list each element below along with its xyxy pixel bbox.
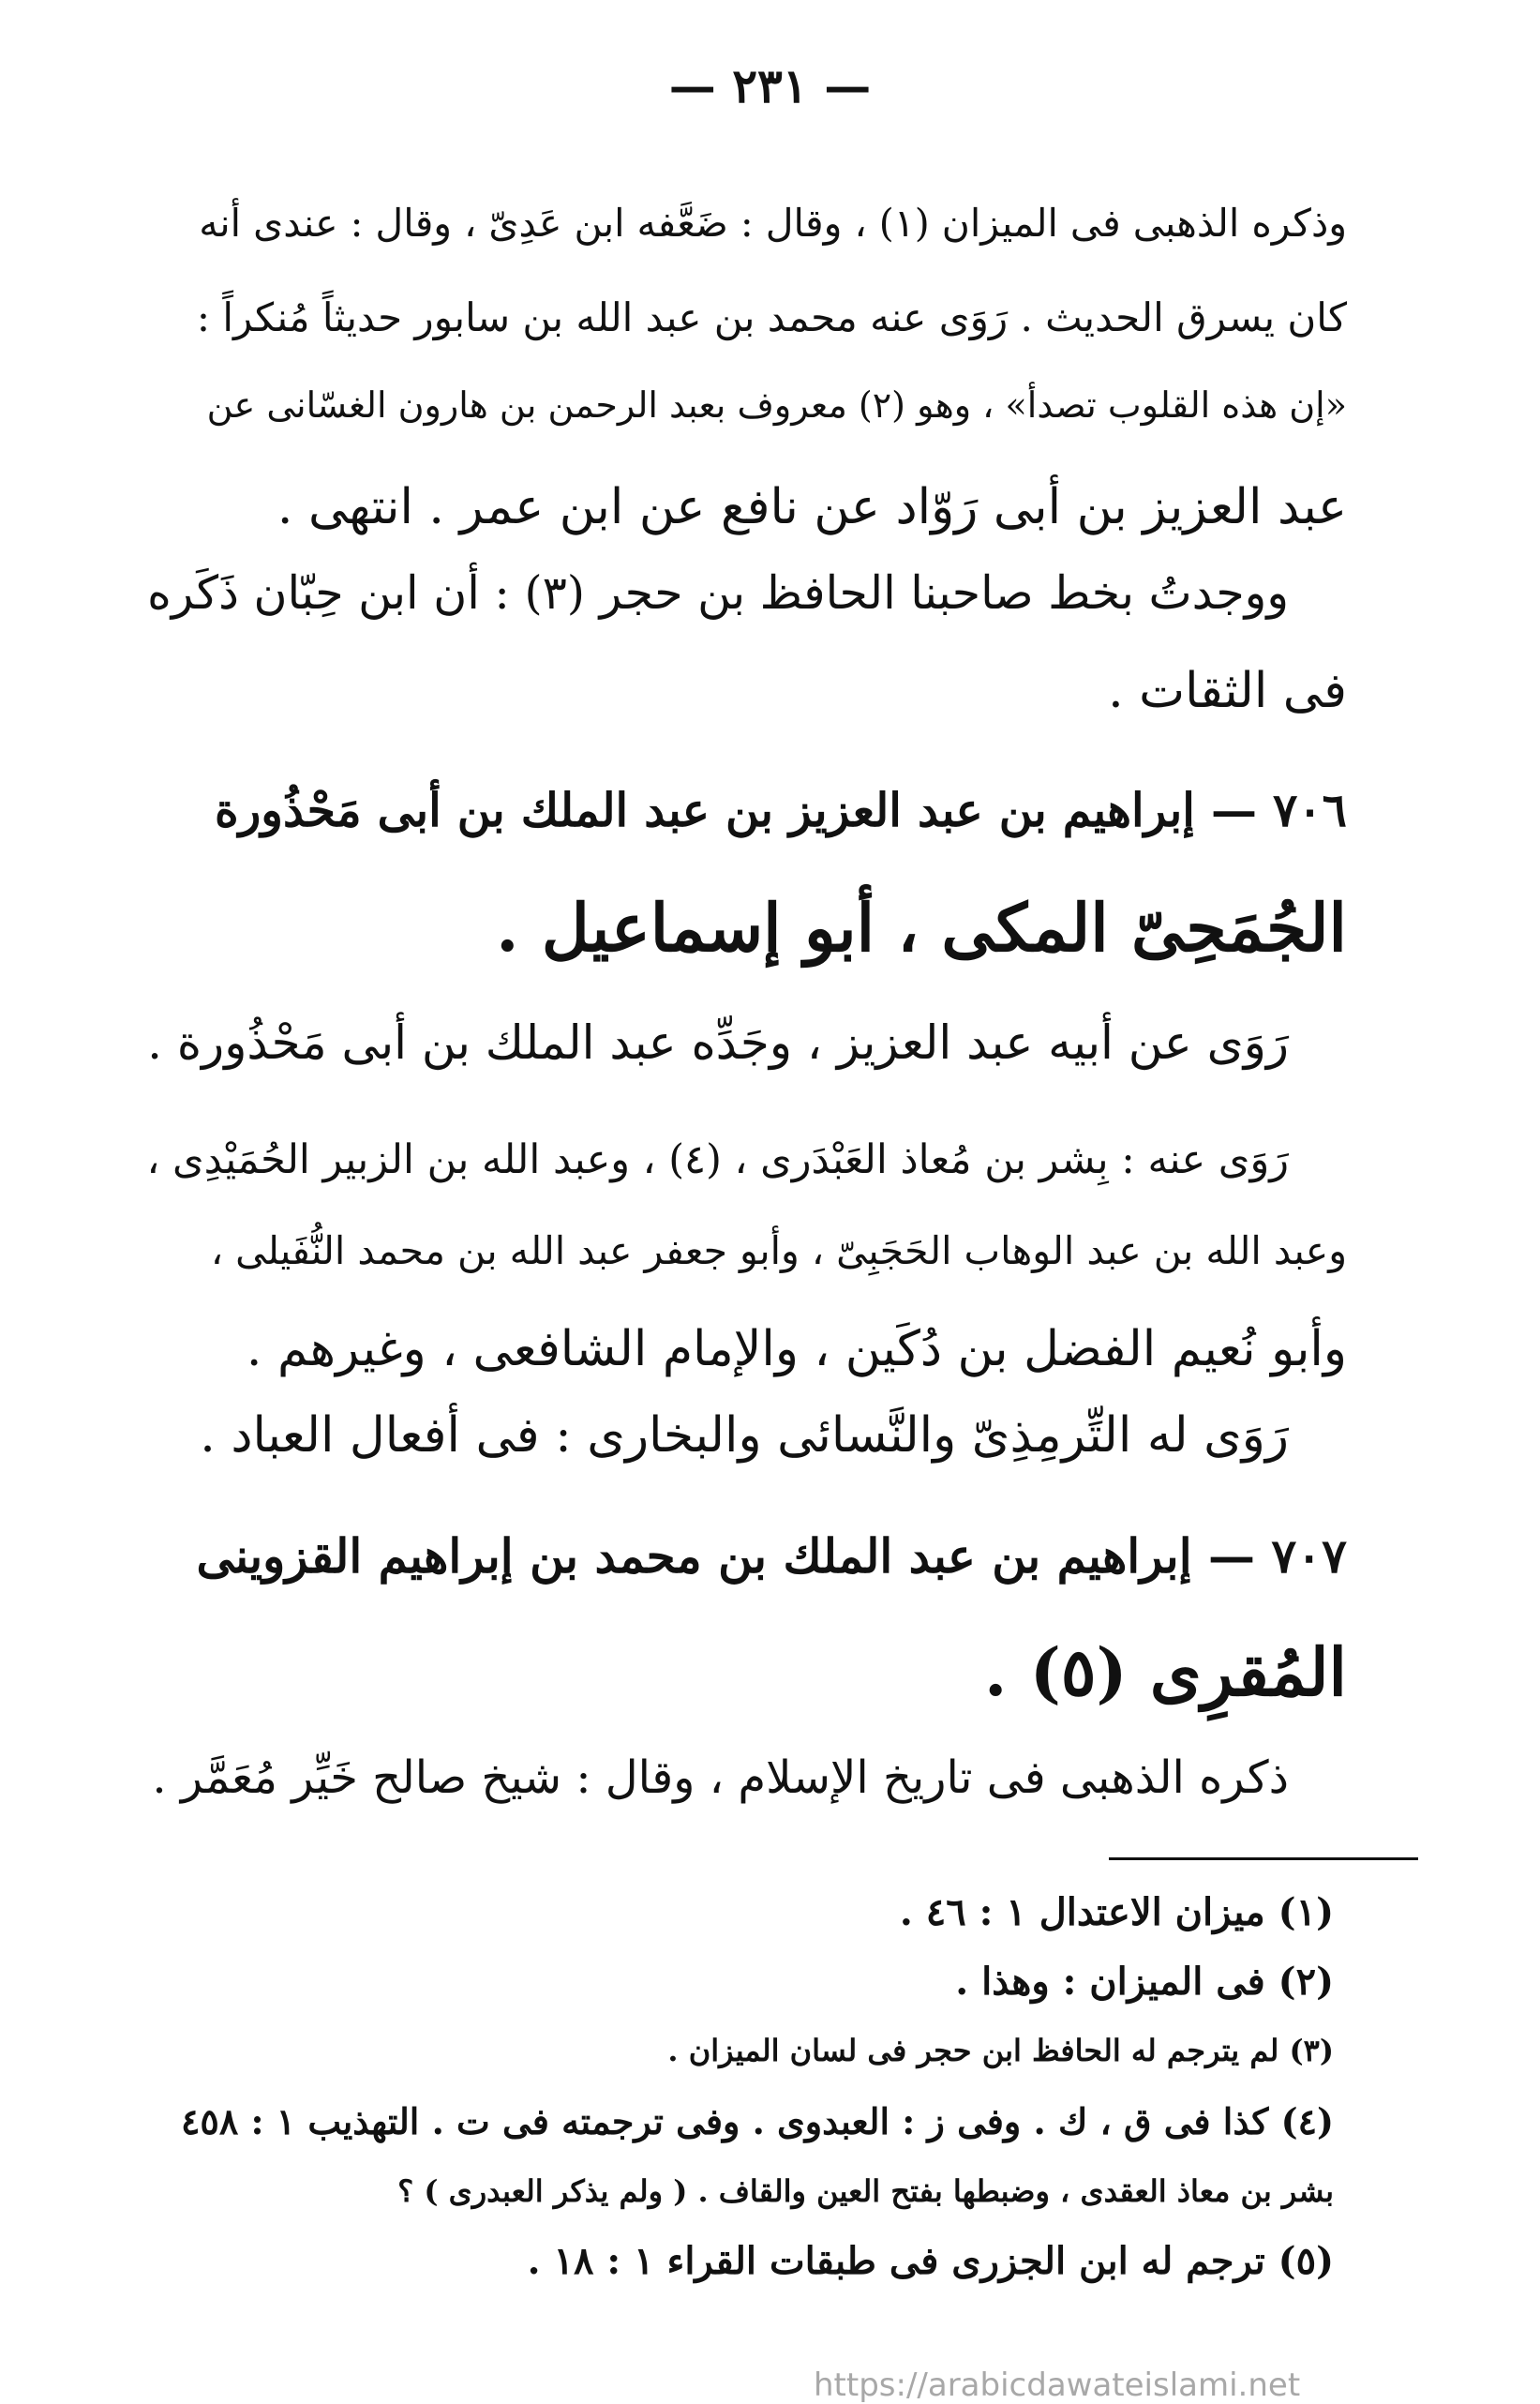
text-line: ذكره الذهبى فى تاريخ الإسلام ، وقال : شيخ صالح خَيِّر مُعَمَّر . [152,1751,1289,1804]
text-line: كان يسرق الحديث . رَوَى عنه محمد بن عبد الله بن سابور حديثاً مُنكراً : [196,294,1347,340]
footnote: (١) ميزان الاعتدال ١ : ٤٦ . [899,1890,1334,1934]
footnote: (٢) فى الميزان : وهذا . [955,1960,1334,2004]
entry-heading: ٧٠٧ — إبراهيم بن عبد الملك بن محمد بن إبراهيم القزوينى [196,1528,1347,1584]
footnote: (٤) كذا فى ق ، ك . وفى ز : العبدوى . وفى ترجمته فى ت . التهذيب ١ : ٤٥٨ [181,2100,1334,2142]
text-line: وذكره الذهبى فى الميزان (١) ، وقال : ضَعَّفه ابن عَدِىّ ، وقال : عندى أنه [199,201,1347,246]
text-line: ووجدتُ بخط صاحبنا الحافظ بن حجر (٣) : أن ابن حِبّان ذَكَره [147,566,1289,620]
entry-heading: الجُمَحِىّ المكى ، أبو إسماعيل . [496,889,1347,967]
text-line: رَوَى له التِّرمِذِىّ والنَّسائى والبخارى : فى أفعال العباد . [200,1407,1289,1464]
footnote: (٣) لم يترجم له الحافظ ابن حجر فى لسان الميزان . [667,2033,1334,2068]
entry-heading: ٧٠٦ — إبراهيم بن عبد العزيز بن عبد الملك بن أبى مَحْذُورة [214,783,1347,837]
text-line: رَوَى عن أبيه عبد العزيز ، وجَدِّه عبد الملك بن أبى مَحْذُورة . [147,1015,1289,1070]
watermark-url: https://arabicdawateislami.net [814,2366,1301,2404]
text-line: وعبد الله بن عبد الوهاب الحَجَبِىّ ، وأبو جعفر عبد الله بن محمد النُّفَيلى ، [210,1228,1347,1273]
text-line: «إن هذه القلوب تصدأ» ، وهو (٢) معروف بعبد الرحمن بن هارون الغسّانى عن [206,384,1347,426]
text-line: فى الثقات . [1108,663,1347,719]
text-line: عبد العزيز بن أبى رَوّاد عن نافع عن ابن عمر . انتهى . [277,479,1347,535]
page-number: — ٢٣١ — [668,58,872,113]
footnote: (٥) ترجم له ابن الجزرى فى طبقات القراء ١ : ١٨ . [527,2239,1334,2283]
entry-heading: المُقرِى (٥) . [983,1633,1347,1711]
text-line: وأبو نُعيم الفضل بن دُكَين ، والإمام الشافعى ، وغيرهم . [246,1321,1347,1377]
footnote-separator [1109,1857,1418,1860]
text-line: رَوَى عنه : بِشر بن مُعاذ العَبْدَرى ، (٤) ، وعبد الله بن الزبير الحُمَيْدِى ، [146,1136,1289,1183]
footnote: بشر بن معاذ العقدى ، وضبطها بفتح العين والقاف . ( ولم يذكر العبدرى ) ؟ [397,2173,1334,2209]
